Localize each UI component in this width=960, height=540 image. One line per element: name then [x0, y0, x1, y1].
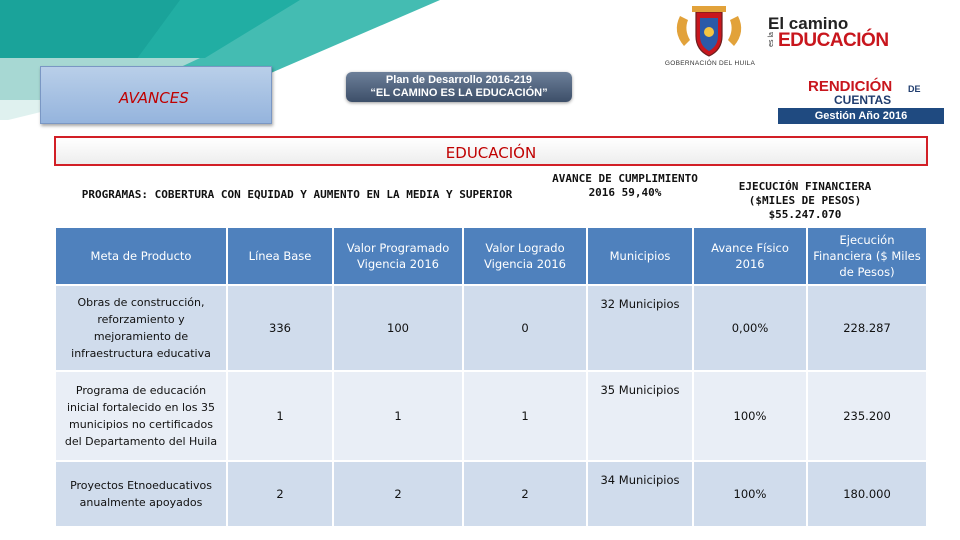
cell-meta: Programa de educación inicial fortalecido en los 35 municipios no certificados del Departamento del Huila	[56, 372, 226, 460]
rendicion-de-label: DE	[908, 84, 921, 94]
huila-crest-icon	[670, 6, 748, 58]
cell-ejecucion: 180.000	[808, 462, 926, 526]
cell-valor-programado: 100	[334, 286, 462, 370]
cuentas-label: CUENTAS	[834, 93, 892, 107]
cell-valor-programado: 1	[334, 372, 462, 460]
cell-municipios: 35 Municipios	[588, 372, 692, 460]
cell-meta: Proyectos Etnoeducativos anualmente apoyados	[56, 462, 226, 526]
cell-valor-logrado: 2	[464, 462, 586, 526]
table-row	[56, 372, 926, 460]
col-header-municipios: Municipios	[588, 228, 692, 284]
plan-line-1: Plan de Desarrollo 2016-219	[385, 74, 533, 86]
cell-valor-programado: 2	[334, 462, 462, 526]
table-row	[56, 462, 926, 526]
el-camino-logo	[768, 14, 928, 60]
col-header-avance-fisico: Avance Físico 2016	[694, 228, 806, 284]
avances-banner	[40, 66, 272, 124]
col-header-ejecucion: Ejecución Financiera ($ Miles de Pesos)	[808, 228, 926, 284]
cell-ejecucion: 228.287	[808, 286, 926, 370]
cell-linea-base: 1	[228, 372, 332, 460]
gobernacion-label: GOBERNACIÓN DEL HUILA	[664, 60, 756, 67]
cell-avance-fisico: 100%	[694, 462, 806, 526]
cell-ejecucion: 235.200	[808, 372, 926, 460]
cell-linea-base: 2	[228, 462, 332, 526]
avance-heading: AVANCE DE CUMPLIMIENTO 2016 59,40%	[552, 172, 698, 199]
cell-municipios: 34 Municipios	[588, 462, 692, 526]
logo-line-educacion: EDUCACIÓN	[778, 30, 889, 51]
gestion-label: Gestión Año 2016	[778, 108, 944, 124]
cell-avance-fisico: 0,00%	[694, 286, 806, 370]
logo-es-la: es la	[767, 32, 775, 47]
cell-valor-logrado: 1	[464, 372, 586, 460]
cell-municipios: 32 Municipios	[588, 286, 692, 370]
results-table	[54, 226, 928, 528]
col-header-valor-programado: Valor Programado Vigencia 2016	[334, 228, 462, 284]
plan-desarrollo-banner	[346, 72, 572, 102]
avances-label: AVANCES	[119, 89, 189, 107]
cell-avance-fisico: 100%	[694, 372, 806, 460]
rendicion-cuentas-logo	[778, 78, 944, 124]
rendicion-label: RENDICIÓN	[808, 78, 893, 95]
cell-valor-logrado: 0	[464, 286, 586, 370]
plan-line-2: “EL CAMINO ES LA EDUCACIÓN”	[370, 87, 548, 99]
section-title-box	[54, 136, 928, 166]
logo-line-el-camino: El camino	[768, 14, 849, 33]
section-title: EDUCACIÓN	[445, 144, 537, 162]
cell-meta: Obras de construcción, reforzamiento y mejoramiento de infraestructura educativa	[56, 286, 226, 370]
col-header-valor-logrado: Valor Logrado Vigencia 2016	[464, 228, 586, 284]
ejecucion-heading: EJECUCIÓN FINANCIERA ($MILES DE PESOS) $55.247.070	[738, 180, 872, 221]
table-row	[56, 286, 926, 370]
col-header-linea-base: Línea Base	[228, 228, 332, 284]
cell-linea-base: 336	[228, 286, 332, 370]
programas-heading: PROGRAMAS: COBERTURA CON EQUIDAD Y AUMENTO EN LA MEDIA Y SUPERIOR	[81, 188, 513, 201]
table-header-row	[56, 228, 926, 284]
col-header-meta: Meta de Producto	[56, 228, 226, 284]
